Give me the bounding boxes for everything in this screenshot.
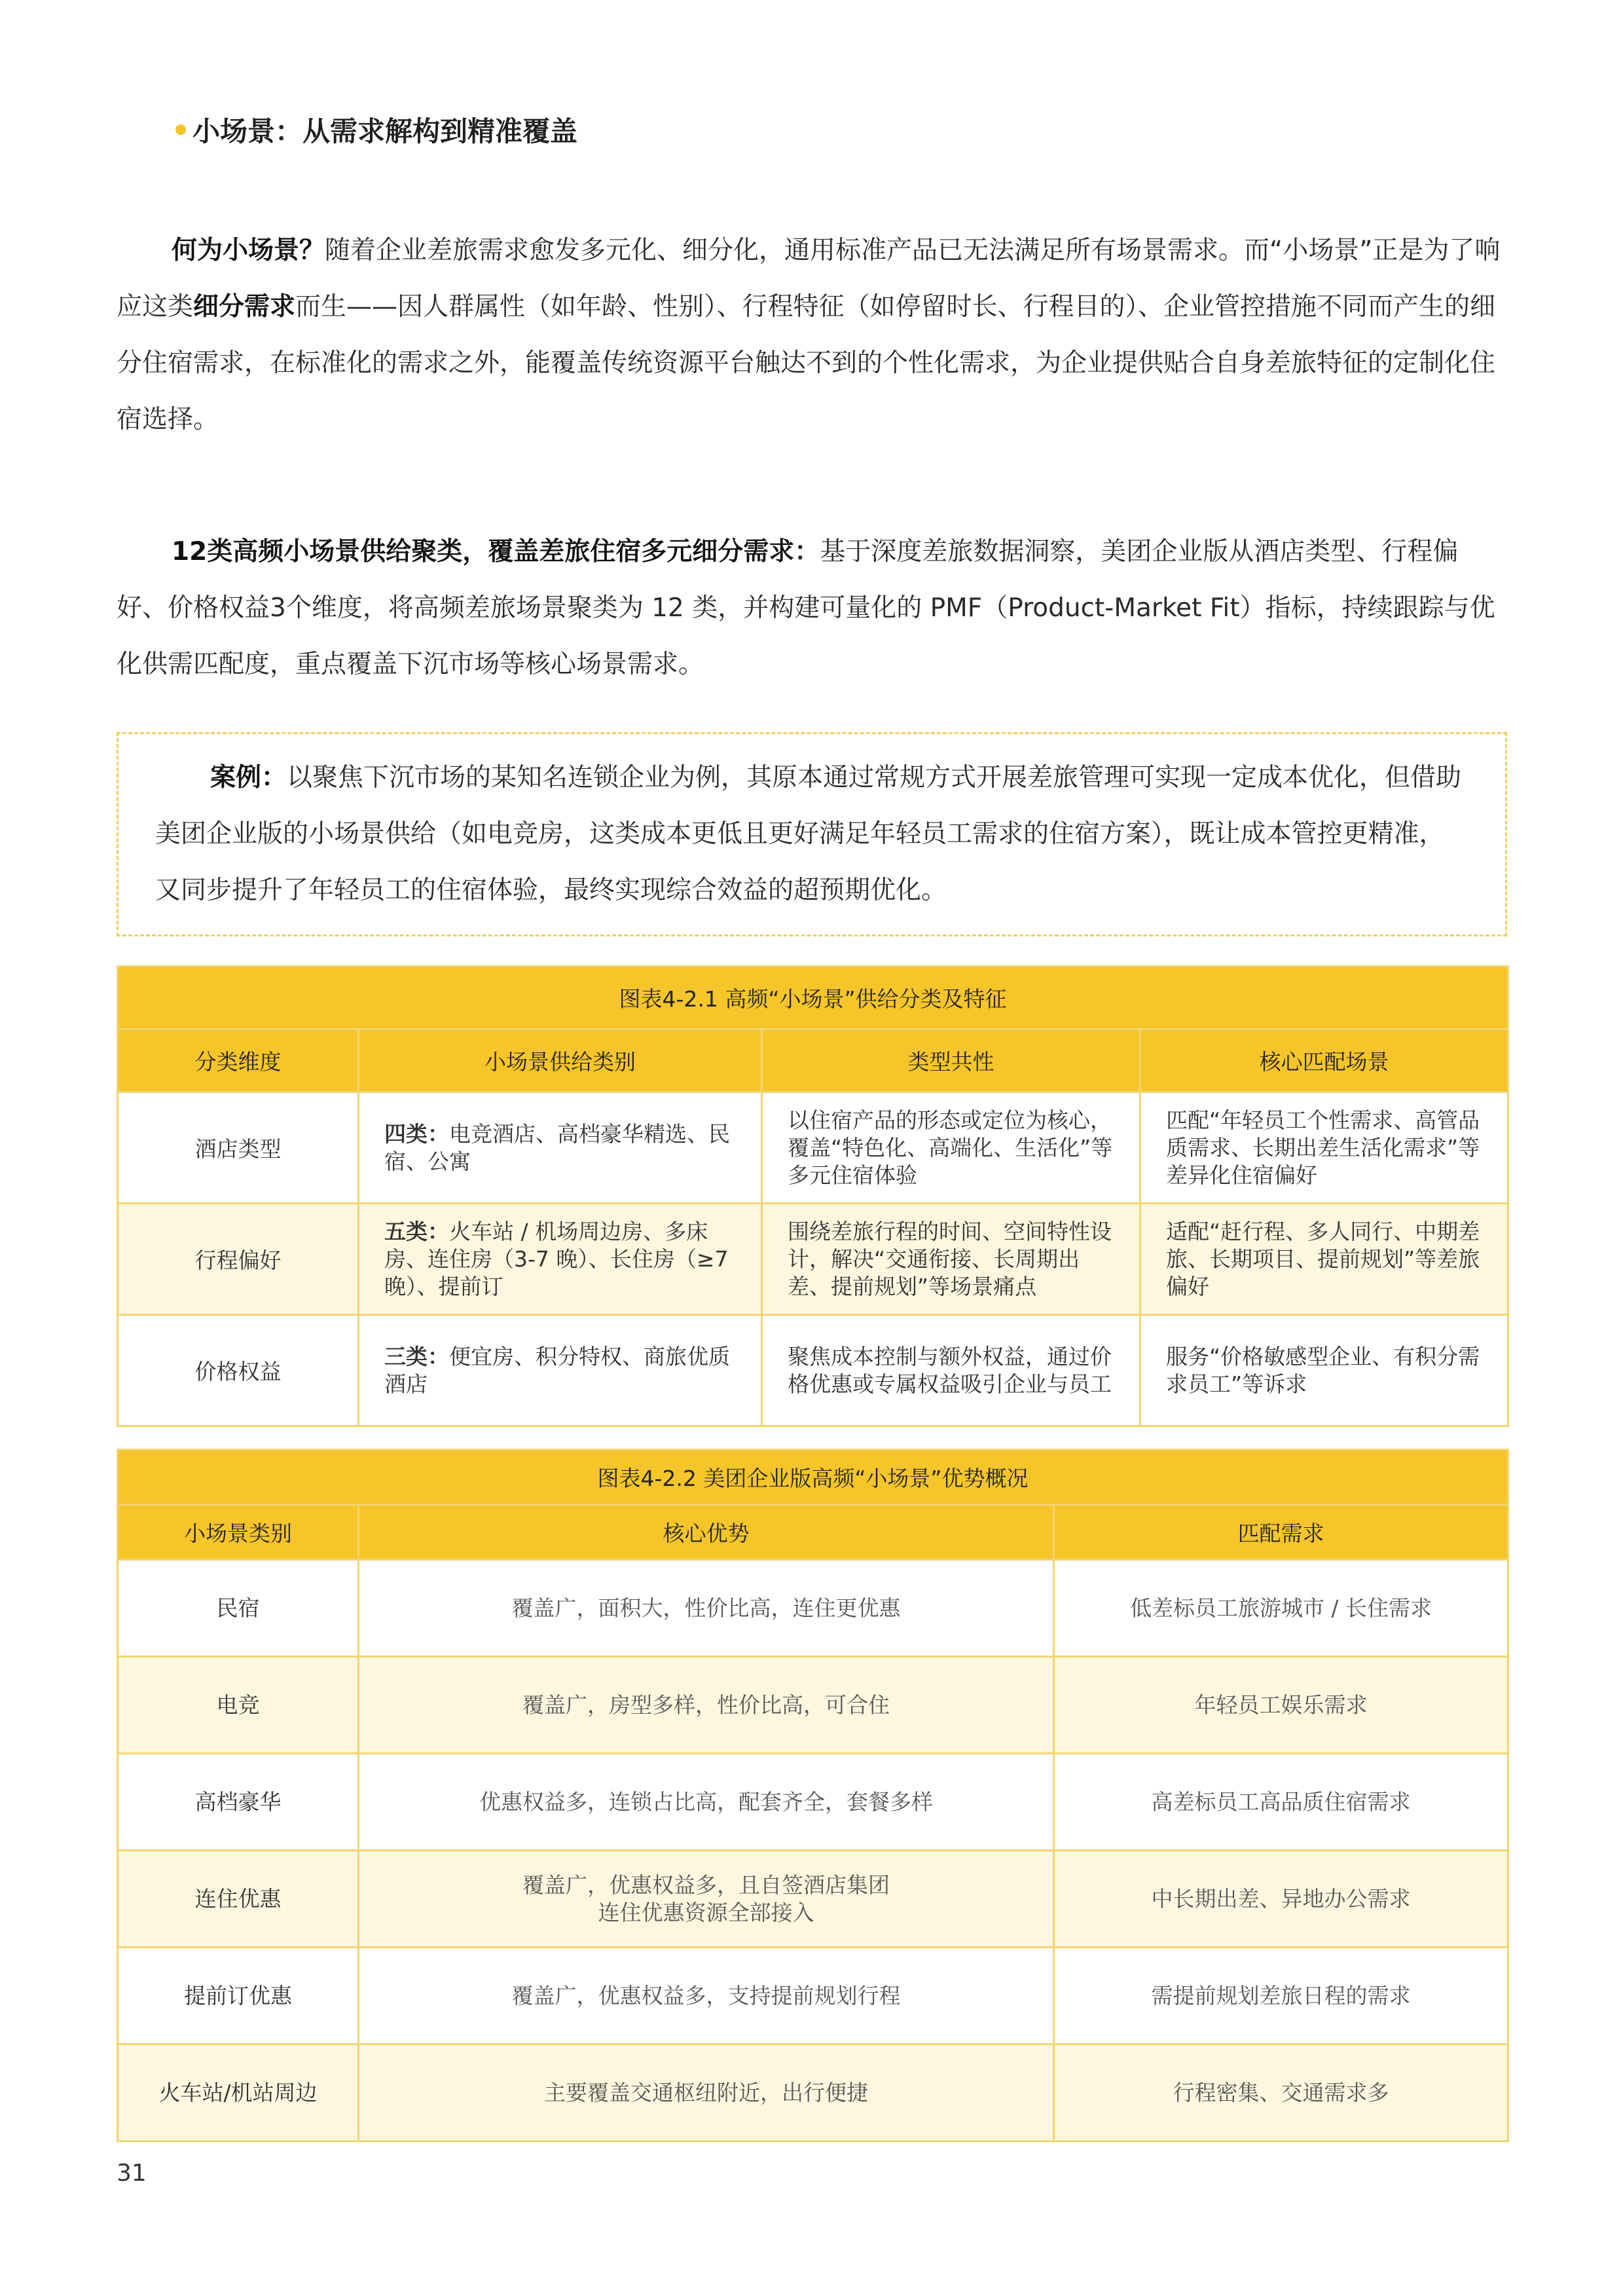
section-heading-text: 小场景：从需求解构到精准覆盖 [192,115,578,147]
table-row [118,2045,1508,2141]
table2-category-cell: 提前订优惠 [118,1948,359,2045]
table1-dimension-cell: 酒店类型 [118,1092,359,1204]
table2-need-cell: 高差标员工高品质住宿需求 [1054,1754,1508,1851]
intro-paragraph [117,223,1507,448]
table1-header: 分类维度 [118,1029,359,1092]
intro-text-b: 而生——因人群属性（如年龄、性别）、行程特征（如停留时长、行程目的）、企业管控措施不同而产生的细分住宿需求，在标准化的需求之外，能覆盖传统资源平台触达不到的个性化需求，为企业提供贴合自身差旅特征的定制化住宿选择。 [117,292,1496,434]
table2-advantage-cell: 覆盖广，优惠权益多，支持提前规划行程 [359,1948,1054,2045]
table1-match-cell: 适配“赶行程、多人同行、中期差旅、长期项目、提前规划”等差旅偏好 [1140,1204,1508,1315]
table-row [118,1754,1508,1851]
category-list: 火车站 / 机场周边房、多床房、连住房（3-7 晚）、长住房（≥7 晚）、提前订 [384,1218,729,1299]
category-count: 五类： [384,1218,449,1244]
bullet-dot-icon [175,124,186,135]
table2-header: 小场景类别 [118,1505,359,1560]
clustering-paragraph [117,524,1507,693]
category-list: 便宜房、积分特权、商旅优质酒店 [384,1343,730,1397]
table1-common-cell: 围绕差旅行程的时间、空间特性设计，解决“交通衔接、长周期出差、提前规划”等场景痛点 [762,1204,1140,1315]
table2-need-cell: 需提前规划差旅日程的需求 [1054,1948,1508,2045]
table-row [118,1657,1508,1754]
table-supply-classification [117,965,1509,1427]
intro-lead: 何为小场景？ [172,236,325,265]
table2-need-cell: 中长期出差、异地办公需求 [1054,1851,1508,1948]
category-count: 四类： [384,1120,449,1147]
intro-bold-term: 细分需求 [193,292,296,322]
clustering-lead: 12类高频小场景供给聚类，覆盖差旅住宿多元细分需求： [172,537,820,566]
table1-category-cell [359,1204,762,1315]
table2-advantage-cell [359,1851,1054,1948]
table2-need-cell: 行程密集、交通需求多 [1054,2045,1508,2141]
table2-category-cell: 民宿 [118,1560,359,1657]
table2-header: 核心优势 [359,1505,1054,1560]
table2-need-cell: 年轻员工娱乐需求 [1054,1657,1508,1754]
table1-header: 类型共性 [762,1029,1140,1092]
intro-text-a: 随着企业差旅需求愈发多元化、细分化，通用标准产品已无法满足所有场景需求。而“小场景”正是为了响应这类 [117,236,1501,322]
table-row [118,1560,1508,1657]
table1-dimension-cell: 价格权益 [118,1315,359,1426]
table2-header: 匹配需求 [1054,1505,1508,1560]
table-row [118,1851,1508,1948]
table-row [118,1948,1508,2045]
table-row [118,1092,1508,1204]
table1-caption: 图表4-2.1 高频“小场景”供给分类及特征 [118,967,1508,1029]
table2-category-cell: 连住优惠 [118,1851,359,1948]
category-count: 三类： [384,1343,449,1369]
table2-caption: 图表4-2.2 美团企业版高频“小场景”优势概况 [118,1450,1508,1505]
table1-category-cell [359,1092,762,1204]
table2-advantage-cell: 覆盖广，房型多样，性价比高，可合住 [359,1657,1054,1754]
table1-header: 小场景供给类别 [359,1029,762,1092]
case-paragraph [155,750,1468,919]
table2-category-cell: 电竞 [118,1657,359,1754]
section-heading [175,110,577,149]
table2-category-cell: 高档豪华 [118,1754,359,1851]
table1-match-cell: 匹配“年轻员工个性需求、高管品质需求、长期出差生活化需求”等差异化住宿偏好 [1140,1092,1508,1204]
table1-common-cell: 聚焦成本控制与额外权益，通过价格优惠或专属权益吸引企业与员工 [762,1315,1140,1426]
table1-match-cell: 服务“价格敏感型企业、有积分需求员工”等诉求 [1140,1315,1508,1426]
table-row [118,1315,1508,1426]
case-box [117,732,1507,936]
page-number: 31 [117,2160,147,2187]
table1-header: 核心匹配场景 [1140,1029,1508,1092]
clustering-text: 基于深度差旅数据洞察，美团企业版从酒店类型、行程偏好、价格权益3个维度，将高频差旅场景聚类为 12 类，并构建可量化的 PMF（Product-Market Fit）指标，持续跟踪与优化供需匹配度，重点覆盖下沉市场等核心场景需求。 [117,537,1495,679]
table1-common-cell: 以住宿产品的形态或定位为核心，覆盖“特色化、高端化、生活化”等多元住宿体验 [762,1092,1140,1204]
table1-category-cell [359,1315,762,1426]
table2-need-cell: 低差标员工旅游城市 / 长住需求 [1054,1560,1508,1657]
advantage-line: 覆盖广，优惠权益多，且自签酒店集团 [522,1872,890,1898]
table-advantages-overview [117,1449,1509,2142]
table2-advantage-cell: 优惠权益多，连锁占比高，配套齐全，套餐多样 [359,1754,1054,1851]
table1-dimension-cell: 行程偏好 [118,1204,359,1315]
table2-advantage-cell: 覆盖广，面积大，性价比高，连住更优惠 [359,1560,1054,1657]
table2-category-cell: 火车站/机站周边 [118,2045,359,2141]
case-text: 以聚焦下沉市场的某知名连锁企业为例，其原本通过常规方式开展差旅管理可实现一定成本优化，但借助美团企业版的小场景供给（如电竞房，这类成本更低且更好满足年轻员工需求的住宿方案），既让成本管控更精准，又同步提升了年轻员工的住宿体验，最终实现综合效益的超预期优化。 [155,763,1462,905]
category-list: 电竞酒店、高档豪华精选、民宿、公寓 [384,1120,730,1174]
advantage-line: 连住优惠资源全部接入 [598,1899,814,1925]
table-row [118,1204,1508,1315]
case-lead: 案例： [210,763,287,792]
table2-advantage-cell: 主要覆盖交通枢纽附近，出行便捷 [359,2045,1054,2141]
